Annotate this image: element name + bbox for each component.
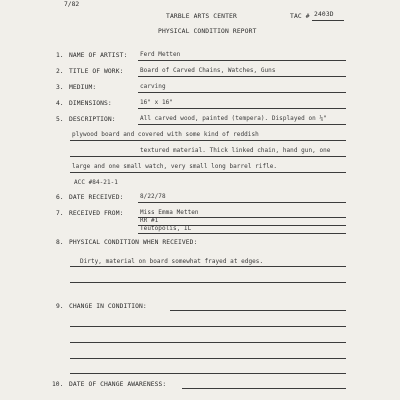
organization-name: TARBLE ARTS CENTER [166,13,237,20]
field-line-change-1 [170,310,346,311]
field-number-date-received: 6. [56,194,64,201]
label-title: TITLE OF WORK: [69,68,124,75]
label-received-from: RECEIVED FROM: [69,210,124,217]
value-condition: Dirty, material on board somewhat frayed at edges. [80,258,264,265]
description-line: large and one small watch, very small long barrel rifle. [72,163,278,170]
label-artist: NAME OF ARTIST: [69,52,128,59]
description-line: textured material. Thick linked chain, hand gun, one [140,147,331,154]
tac-number-underline [312,20,344,21]
accession-number: ACC #84-21-1 [74,179,118,186]
field-number-artist: 1. [56,52,64,59]
field-line-change-5 [70,373,346,374]
description-line: All carved wood, painted (tempera). Displayed on ¼" [140,115,327,122]
label-dimensions: DIMENSIONS: [69,100,112,107]
field-line-change-3 [70,342,346,343]
field-line-description-4 [70,172,346,173]
field-number-title: 2. [56,68,64,75]
field-line-description-3 [70,156,346,157]
label-change: CHANGE IN CONDITION: [69,303,147,310]
report-title: PHYSICAL CONDITION REPORT [158,28,257,35]
field-number-condition: 8. [56,239,64,246]
field-line-received-from-3 [138,233,346,234]
received-from-line: Miss Emma Metten [140,209,199,216]
tac-label: TAC # [290,13,310,20]
field-number-change-date: 10. [52,381,64,388]
tac-number: 2403D [314,11,334,18]
field-number-received-from: 7. [56,210,64,217]
field-number-change: 9. [56,303,64,310]
value-medium: carving [140,83,166,90]
field-number-dimensions: 4. [56,100,64,107]
field-line-received-from-1 [138,217,346,218]
value-dimensions: 16" x 16" [140,99,173,106]
field-line-artist [138,60,346,61]
label-date-received: DATE RECEIVED: [69,194,124,201]
field-line-change-4 [70,358,346,359]
value-artist: Ferd Metten [140,51,181,58]
field-line-change-date [182,388,346,389]
field-line-change-2 [70,326,346,327]
label-change-date: DATE OF CHANGE AWARENESS: [69,381,167,388]
received-from-line: RR #1 [140,217,159,224]
description-line: plywood board and covered with some kind of reddish [72,131,259,138]
received-from-line: Teutopolis, IL [140,225,192,232]
field-number-description: 5. [56,116,64,123]
field-number-medium: 3. [56,84,64,91]
label-condition: PHYSICAL CONDITION WHEN RECEIVED: [69,239,198,246]
label-medium: MEDIUM: [69,84,97,91]
field-line-medium [138,92,346,93]
field-line-date-received [138,202,346,203]
field-line-title [138,76,346,77]
corner-date: 7/82 [64,1,80,8]
field-line-condition-2 [70,282,346,283]
value-date-received: 8/22/78 [140,193,166,200]
label-description: DESCRIPTION: [69,116,116,123]
field-line-condition-1 [70,266,346,267]
field-line-description-2 [70,140,346,141]
field-line-dimensions [138,108,346,109]
field-line-description-1 [138,124,346,125]
value-title: Board of Carved Chains, Watches, Guns [140,67,276,74]
